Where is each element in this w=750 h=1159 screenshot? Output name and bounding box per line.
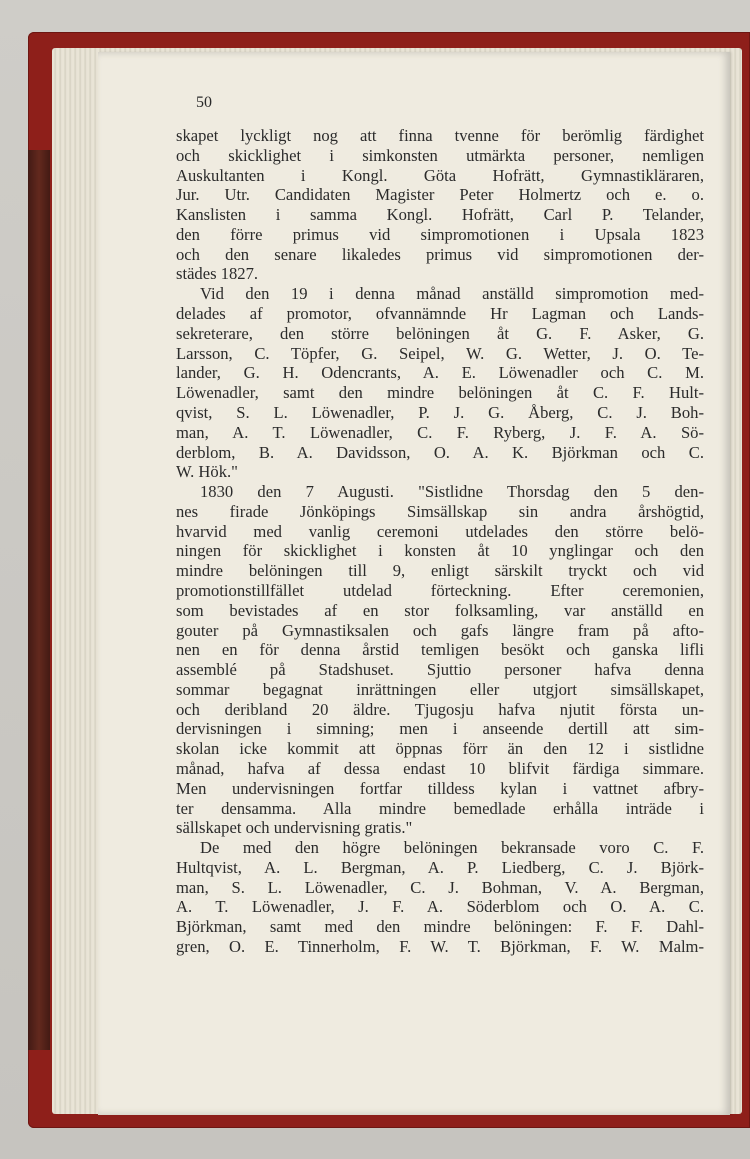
book-spine bbox=[28, 150, 50, 1050]
text-line: månad, hafva af dessa endast 10 blifvit färdiga simmare. bbox=[176, 759, 704, 778]
text-line: Hultqvist, A. L. Bergman, A. P. Liedberg, C. J. Björk- bbox=[176, 857, 704, 877]
text-line: som bevistades af en stor folksamling, var anställd en bbox=[176, 600, 704, 620]
text-line: assemblé på Stadshuset. Sjuttio personer hafva denna bbox=[176, 660, 704, 680]
text-line: Larsson, C. Töpfer, G. Seipel, W. G. Wetter, J. O. Te- bbox=[176, 343, 704, 363]
text-line: gouter på Gymnastiksalen och gafs längre fram på afto- bbox=[176, 620, 704, 640]
body-text bbox=[176, 126, 704, 957]
text-line: A. T. Löwenadler, J. F. A. Söderblom och O. A. C. bbox=[176, 897, 704, 917]
text-line: nes firade Jönköpings Simsällskap sin andra årshögtid, bbox=[176, 501, 704, 521]
text-line: sekreterare, den större belöningen åt G. F. Asker, G. bbox=[176, 323, 704, 343]
text-line: Björkman, samt med den mindre belöningen: F. F. Dahl- bbox=[176, 917, 704, 937]
text-line: lander, G. H. Odencrants, A. E. Löwenadler och C. M. bbox=[176, 363, 704, 383]
text-line: Kanslisten i samma Kongl. Hofrätt, Carl P. Telander, bbox=[176, 205, 704, 225]
text-line: delades af promotor, ofvannämnde Hr Lagman och Lands- bbox=[176, 304, 704, 324]
text-line: skolan icke kommit att öppnas förr än den 12 i sistlidne bbox=[176, 739, 704, 759]
text-line: De med den högre belöningen bekransade voro C. F. bbox=[200, 838, 704, 858]
text-line: den förre primus vid simpromotionen i Upsala 1823 bbox=[176, 224, 704, 244]
text-line: ningen för skicklighet i konsten åt 10 ynglingar och den bbox=[176, 541, 704, 561]
text-line: man, A. T. Löwenadler, C. F. Ryberg, J. F. A. Sö- bbox=[176, 422, 704, 442]
text-line: sällskapet och undervisning gratis." bbox=[176, 818, 413, 838]
text-line: ter densamma. Alla mindre bemedlade erhålla inträde i bbox=[176, 798, 704, 818]
text-line: promotionstillfället utdelad förteckning. Efter ceremonien, bbox=[176, 580, 704, 600]
text-line: sommar begagnat inrättningen eller utgjort simsällskapet, bbox=[176, 679, 704, 699]
text-line: och den senare likaledes primus vid simpromotionen der- bbox=[176, 244, 704, 264]
text-line: och skicklighet i simkonsten utmärkta personer, nemligen bbox=[176, 145, 704, 165]
text-line: Auskultanten i Kongl. Göta Hofrätt, Gymnastikläraren, bbox=[176, 165, 704, 185]
text-line: man, S. L. Löwenadler, C. J. Bohman, V. A. Bergman, bbox=[176, 877, 704, 897]
text-line: Jur. Utr. Candidaten Magister Peter Holmertz och e. o. bbox=[176, 185, 704, 205]
text-line: qvist, S. L. Löwenadler, P. J. G. Åberg, C. J. Boh- bbox=[176, 402, 704, 422]
text-line: derblom, B. A. Davidsson, O. A. K. Björkman och C. bbox=[176, 442, 704, 462]
text-line: Vid den 19 i denna månad anställd simpromotion med- bbox=[200, 284, 704, 304]
text-line: städes 1827. bbox=[176, 264, 259, 284]
text-line: W. Hök." bbox=[176, 462, 238, 482]
text-line: gren, O. E. Tinnerholm, F. W. T. Björkman, F. W. Malm- bbox=[176, 937, 704, 957]
page-number: 50 bbox=[196, 94, 212, 111]
text-line: 1830 den 7 Augusti. "Sistlidne Thorsdag den 5 den- bbox=[200, 482, 704, 502]
text-line: och deribland 20 äldre. Tjugosju hafva njutit första un- bbox=[176, 699, 704, 719]
text-line: Löwenadler, samt den mindre belöningen åt C. F. Hult- bbox=[176, 383, 704, 403]
text-line: nen en för denna årstid temligen besökt och ganska lifli bbox=[176, 640, 704, 660]
text-line: skapet lyckligt nog att finna tvenne för berömlig färdighet bbox=[176, 126, 704, 145]
text-line: dervisningen i simning; men i anseende dertill att sim- bbox=[176, 719, 704, 739]
text-line: mindre belöningen till 9, enligt särskilt tryckt och vid bbox=[176, 561, 704, 581]
text-line: Men undervisningen fortfar tilldess kylan i vattnet afbry- bbox=[176, 778, 704, 798]
text-line: hvarvid med vanlig ceremoni utdelades den större belö- bbox=[176, 521, 704, 541]
